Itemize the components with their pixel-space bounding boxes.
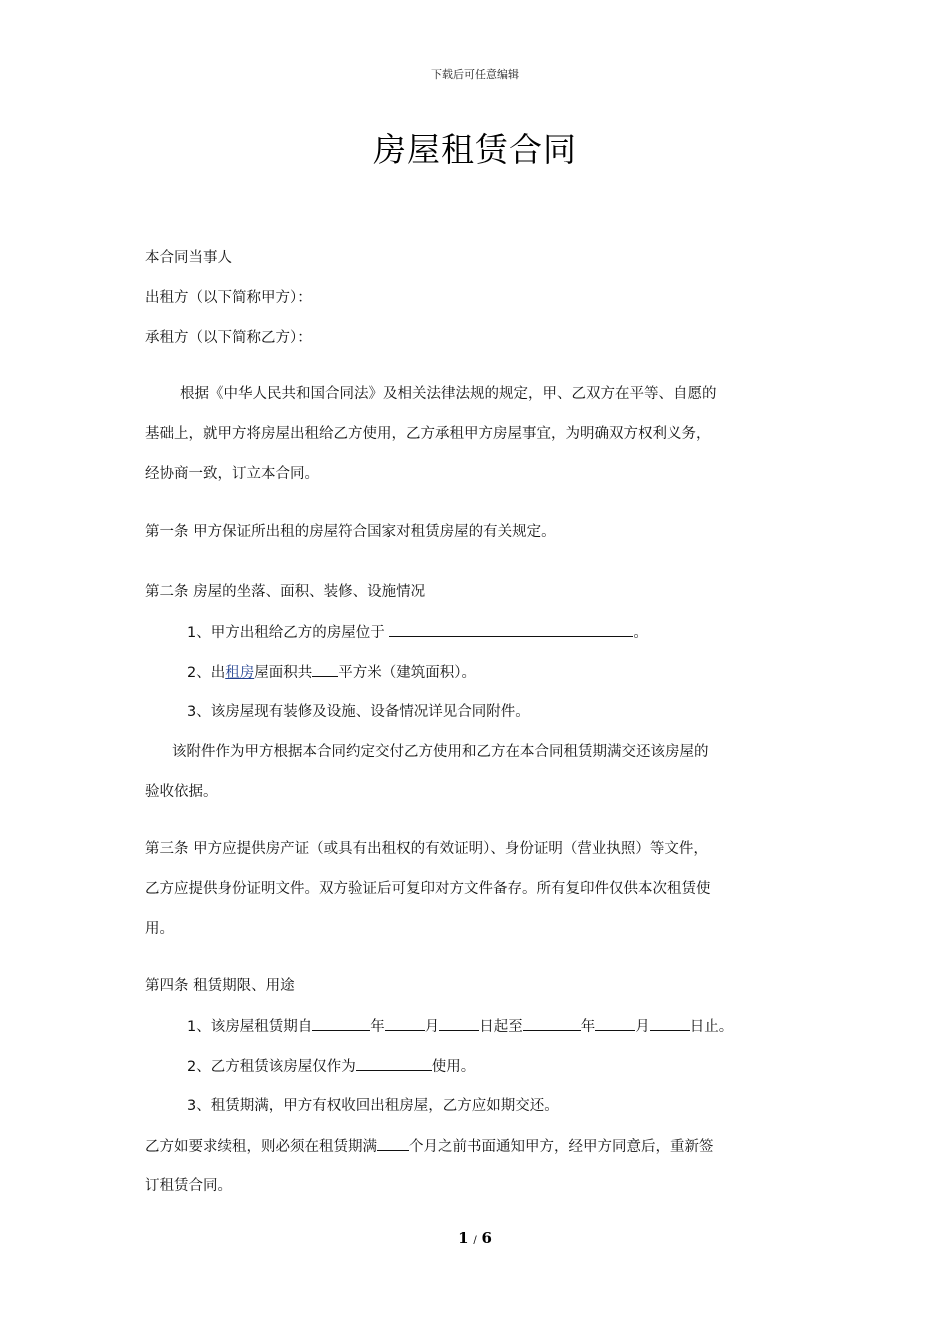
preamble-line-2: 基础上，就甲方将房屋出租给乙方使用，乙方承租甲方房屋事宜，为明确双方权利义务， bbox=[145, 426, 711, 442]
article-2-note-1: 该附件作为甲方根据本合同约定交付乙方使用和乙方在本合同租赁期满交还该房屋的 bbox=[172, 744, 709, 760]
address-blank bbox=[389, 622, 633, 637]
article-2-item-1-end: 。 bbox=[633, 625, 648, 641]
end-year-label: 年 bbox=[580, 1019, 596, 1035]
end-month-label: 月 bbox=[635, 1019, 650, 1035]
page-total: 6 bbox=[481, 1229, 492, 1247]
article-2-item-2-end: 平方米（建筑面积）。 bbox=[338, 665, 476, 681]
page-current: 1 bbox=[458, 1229, 469, 1247]
usage-end: 使用。 bbox=[431, 1059, 476, 1075]
start-year-label: 年 bbox=[370, 1019, 385, 1035]
end-day-blank bbox=[650, 1016, 690, 1031]
article-2-item-3: 3、该房屋现有装修及设施、设备情况详见合同附件。 bbox=[187, 704, 530, 720]
article-2-note-2: 验收依据。 bbox=[145, 784, 218, 800]
article-3-line-2: 乙方应提供身份证明文件。双方验证后可复印对方文件备存。所有复印件仅供本次租赁使 bbox=[145, 881, 711, 897]
end-month-blank bbox=[595, 1016, 635, 1031]
article-4-item-3: 3、租赁期满，甲方有权收回出租房屋，乙方应如期交还。 bbox=[187, 1098, 559, 1114]
usage-blank bbox=[356, 1056, 432, 1071]
article-2-item-2-text: 2、出 bbox=[187, 665, 226, 681]
article-3-line-1: 第三条 甲方应提供房产证（或具有出租权的有效证明）、身份证明（营业执照）等文件， bbox=[145, 841, 708, 857]
article-4-heading: 第四条 租赁期限、用途 bbox=[145, 978, 295, 994]
page-separator: / bbox=[473, 1235, 477, 1246]
end-year-blank bbox=[523, 1016, 581, 1031]
usage-text: 2、乙方租赁该房屋仅作为 bbox=[187, 1059, 356, 1075]
article-4-item-1 bbox=[187, 1016, 733, 1037]
start-month-label: 月 bbox=[424, 1019, 440, 1035]
article-3-line-3: 用。 bbox=[145, 921, 174, 937]
document-title: 房屋租赁合同 bbox=[373, 130, 577, 169]
renewal-text-end: 个月之前书面通知甲方，经甲方同意后，重新签 bbox=[409, 1139, 714, 1155]
start-day-label: 日起至 bbox=[479, 1019, 523, 1035]
article-2-item-2 bbox=[187, 662, 476, 683]
area-blank bbox=[312, 662, 338, 677]
article-2-item-1 bbox=[187, 622, 648, 643]
lease-term-text: 1、该房屋租赁期自 bbox=[187, 1019, 313, 1035]
start-year-blank bbox=[312, 1016, 370, 1031]
article-2-heading: 第二条 房屋的坐落、面积、装修、设施情况 bbox=[145, 584, 426, 600]
header-note: 下载后可任意编辑 bbox=[431, 68, 519, 81]
article-2-item-1-text: 1、甲方出租给乙方的房屋位于 bbox=[187, 625, 390, 641]
preamble-line-1: 根据《中华人民共和国合同法》及相关法律法规的规定，甲、乙双方在平等、自愿的 bbox=[180, 386, 717, 402]
page-number bbox=[0, 1229, 950, 1247]
end-day-label: 日止。 bbox=[689, 1019, 734, 1035]
article-1: 第一条 甲方保证所出租的房屋符合国家对租赁房屋的有关规定。 bbox=[145, 524, 556, 540]
preamble-line-3: 经协商一致，订立本合同。 bbox=[145, 466, 319, 482]
start-month-blank bbox=[385, 1016, 425, 1031]
lessee-line: 承租方（以下简称乙方）： bbox=[145, 330, 312, 346]
start-day-blank bbox=[439, 1016, 479, 1031]
rental-link[interactable]: 租房 bbox=[225, 665, 255, 681]
article-2-item-2-mid: 屋面积共 bbox=[254, 665, 313, 681]
renewal-line-1 bbox=[145, 1136, 714, 1157]
notice-months-blank bbox=[377, 1136, 409, 1151]
renewal-line-2: 订租赁合同。 bbox=[145, 1178, 232, 1194]
renewal-text: 乙方如要求续租，则必须在租赁期满 bbox=[145, 1139, 377, 1155]
lessor-line: 出租方（以下简称甲方）： bbox=[145, 290, 312, 306]
parties-heading: 本合同当事人 bbox=[145, 250, 232, 266]
article-4-item-2 bbox=[187, 1056, 475, 1077]
